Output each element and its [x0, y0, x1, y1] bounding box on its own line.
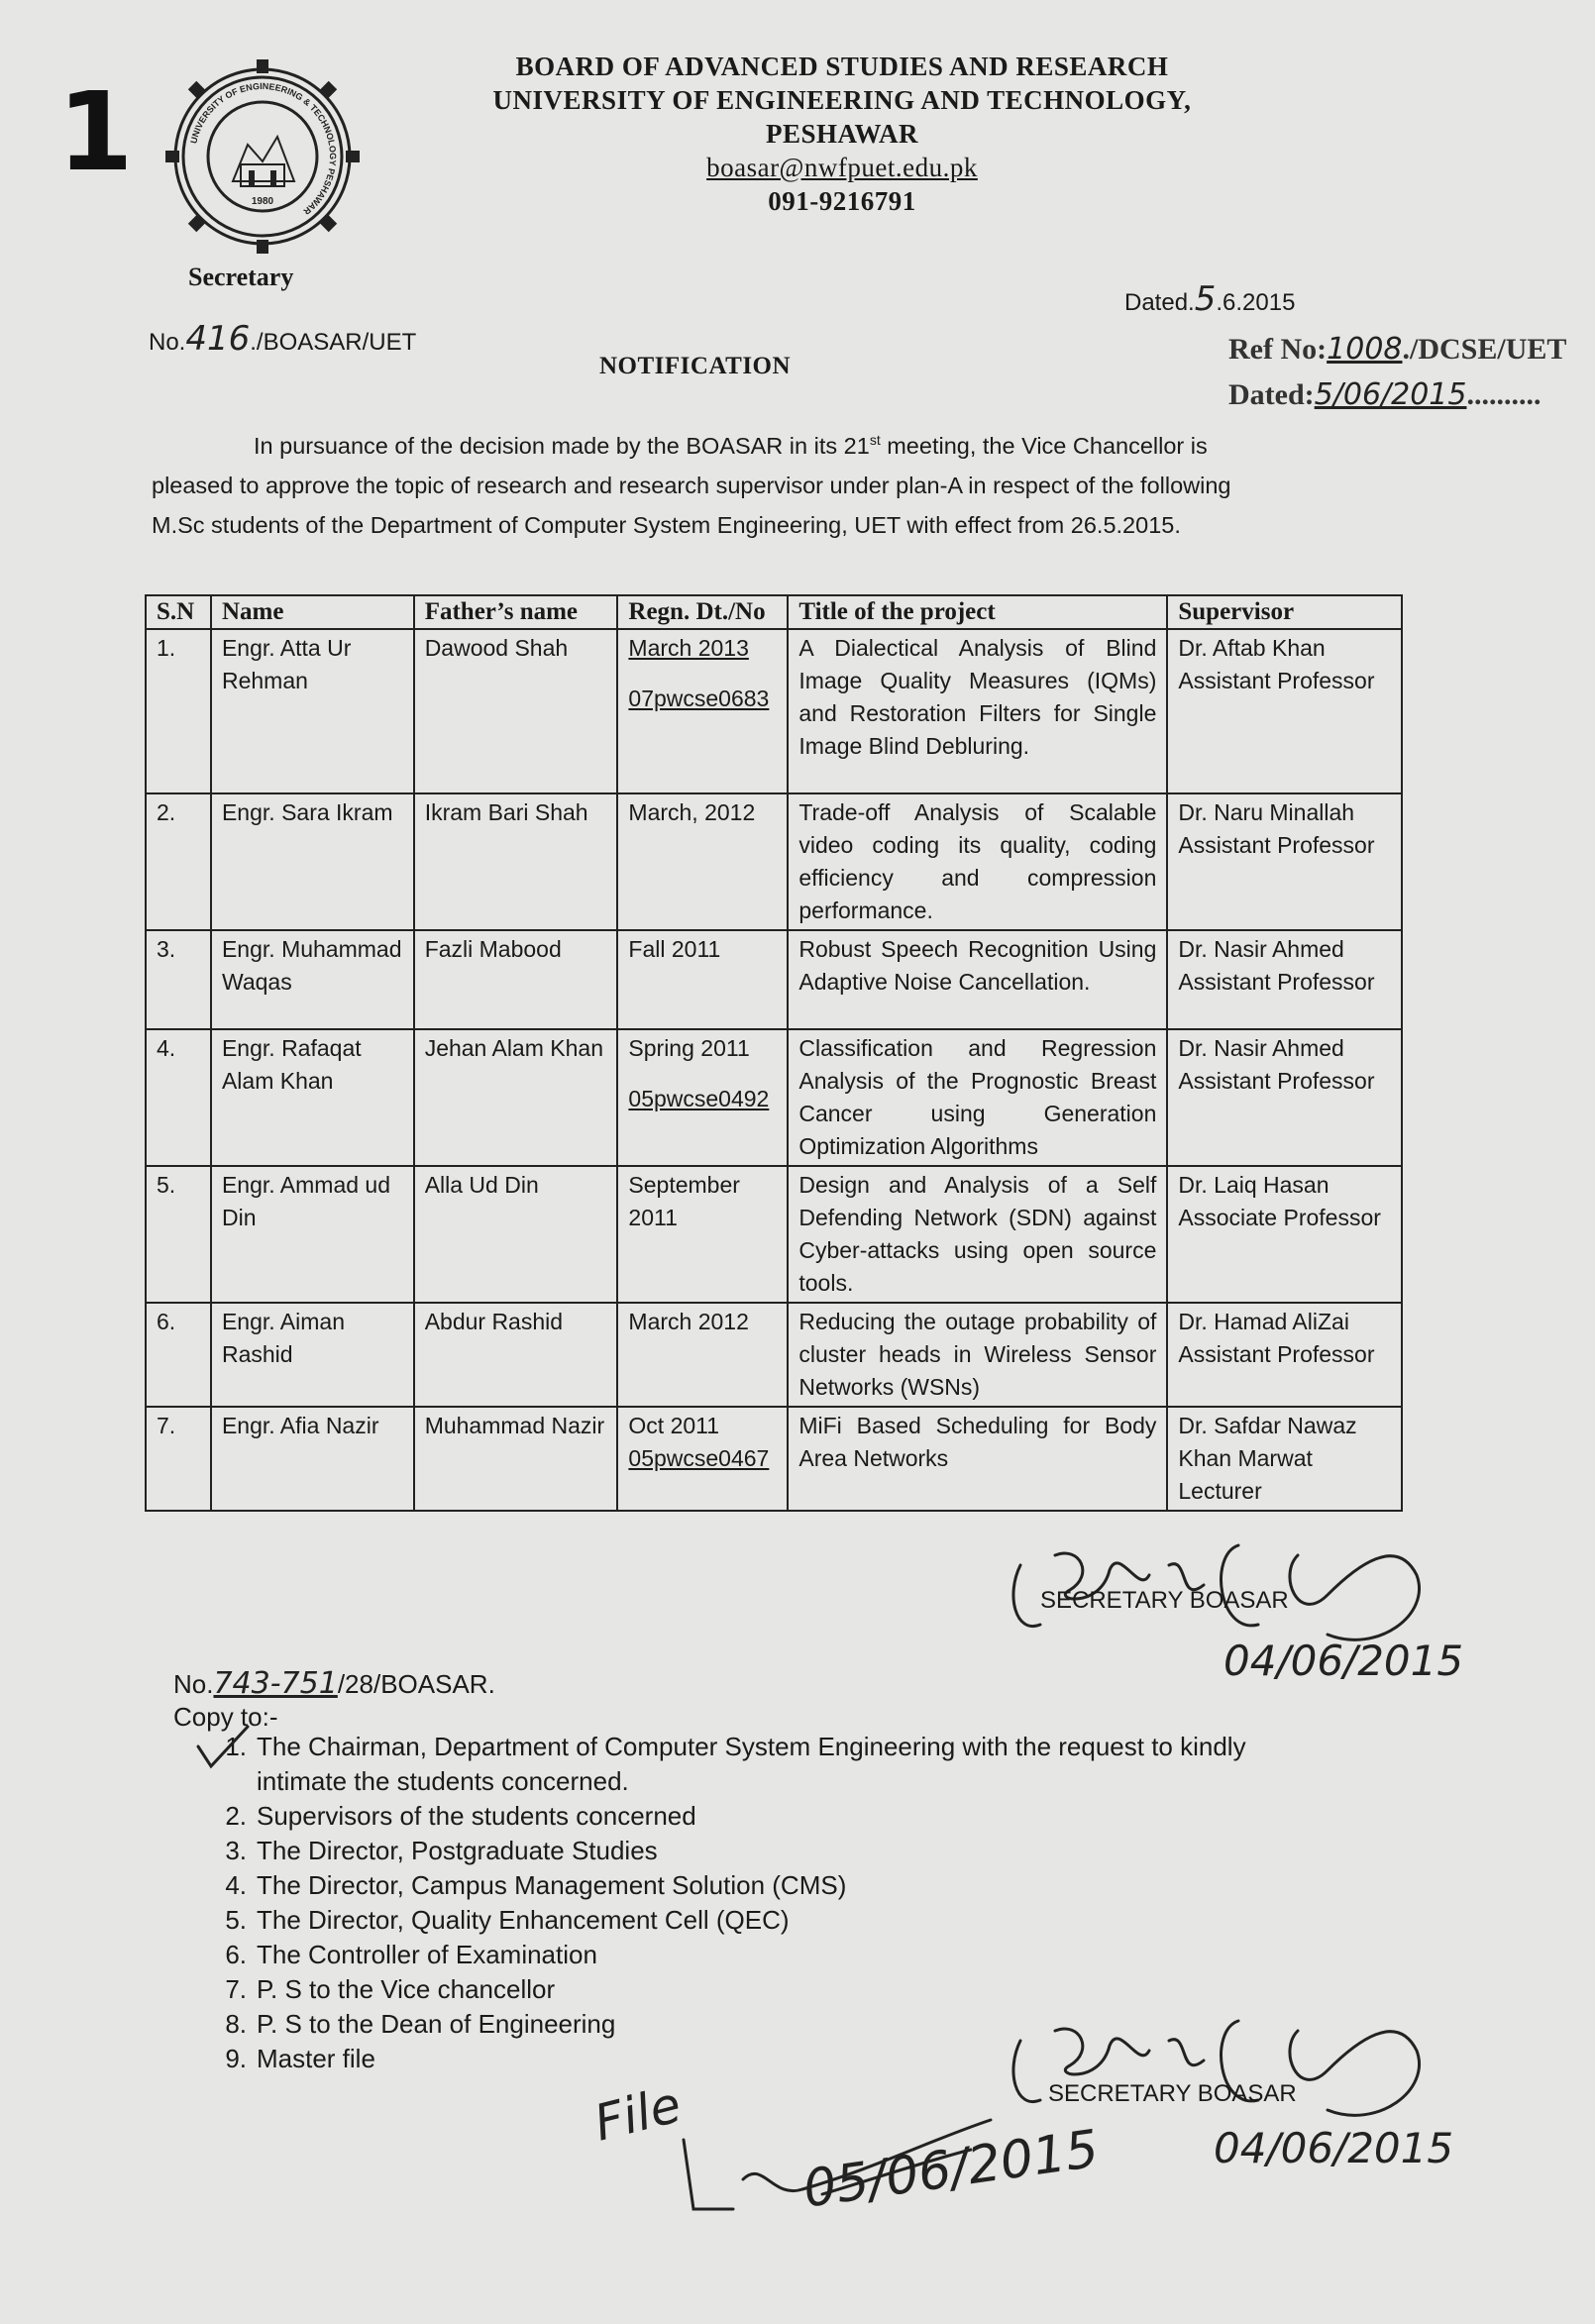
dated-prefix: Dated. [1124, 289, 1195, 316]
cell-regn [617, 930, 788, 1029]
list-item [203, 1903, 1342, 1938]
signature-1 [1001, 1516, 1476, 1704]
header-supervisor: Supervisor [1167, 595, 1402, 629]
cell-sn: 1. [146, 629, 211, 793]
regn-date: March, 2012 [628, 799, 756, 825]
signature-1-date: 04/06/2015 [1223, 1637, 1464, 1685]
supervisor-designation: Assistant Professor [1178, 1341, 1375, 1367]
ref-no-handwritten: 416 [185, 319, 251, 359]
cell-regn [617, 1029, 788, 1166]
ref-no-prefix: No. [149, 329, 186, 356]
copy-number [173, 1666, 495, 1701]
stamp-dated-handwritten: 5/06/2015 [1314, 377, 1467, 412]
table-row [146, 1303, 1402, 1407]
cell-father: Jehan Alam Khan [414, 1029, 618, 1166]
cell-name: Engr. Atta Ur Rehman [211, 629, 414, 793]
logo-ring-text: UNIVERSITY OF ENGINEERING & TECHNOLOGY PESHAWAR [188, 80, 339, 217]
cell-supervisor [1167, 793, 1402, 930]
item-number: 1. [225, 1732, 247, 1761]
cell-supervisor [1167, 1303, 1402, 1407]
item-text: Master file [257, 2044, 375, 2073]
item-number: 8. [225, 2009, 247, 2039]
stamp-dated-label: Dated: [1228, 378, 1315, 411]
item-number: 9. [225, 2044, 247, 2073]
cell-name: Engr. Aiman Rashid [211, 1303, 414, 1407]
item-text: The Director, Campus Management Solution (CMS) [257, 1870, 847, 1900]
item-text: The Director, Quality Enhancement Cell (QEC) [257, 1905, 790, 1935]
cell-regn [617, 793, 788, 930]
supervisor-designation: Assistant Professor [1178, 969, 1375, 995]
regn-date: September 2011 [628, 1172, 740, 1230]
item-number: 4. [225, 1870, 247, 1900]
cell-father: Muhammad Nazir [414, 1407, 618, 1511]
copy-no-prefix: No. [173, 1669, 214, 1699]
cell-title: MiFi Based Scheduling for Body Area Networks [788, 1407, 1167, 1511]
regn-date: Fall 2011 [628, 936, 721, 962]
dated-suffix: .6.2015 [1216, 289, 1296, 316]
cell-regn [617, 1303, 788, 1407]
header-sn: S.N [146, 595, 211, 629]
supervisor-designation: Assistant Professor [1178, 668, 1375, 693]
supervisor-name: Dr. Safdar Nawaz Khan Marwat [1178, 1413, 1357, 1471]
logo-year: 1980 [251, 196, 274, 207]
item-number: 3. [225, 1836, 247, 1865]
item-text: P. S to the Vice chancellor [257, 1974, 556, 2004]
signature-1-title: SECRETARY BOASAR [1040, 1587, 1289, 1614]
item-number: 6. [225, 1940, 247, 1969]
list-item [203, 1834, 1342, 1868]
copy-no-handwritten: 743-751 [213, 1666, 338, 1701]
item-text: The Chairman, Department of Computer System Engineering with the request to kindly [257, 1732, 1246, 1761]
supervisor-designation: Assistant Professor [1178, 832, 1375, 858]
copy-heading: Copy to:- [173, 1702, 278, 1732]
header-father: Father’s name [414, 595, 618, 629]
table-header-row [146, 595, 1402, 629]
supervisor-name: Dr. Naru Minallah [1178, 799, 1355, 825]
board-name: BOARD OF ADVANCED STUDIES AND RESEARCH [515, 52, 1169, 81]
regn-date: March 2013 [628, 635, 749, 661]
regn-number: 05pwcse0492 [628, 1086, 770, 1111]
cell-supervisor [1167, 629, 1402, 793]
cell-title: Robust Speech Recognition Using Adaptive Noise Cancellation. [788, 930, 1167, 1029]
notification-title: NOTIFICATION [599, 353, 792, 379]
item-text-continued: intimate the students concerned. [257, 1766, 629, 1796]
cell-supervisor [1167, 1166, 1402, 1303]
cell-name: Engr. Muhammad Waqas [211, 930, 414, 1029]
cell-sn: 5. [146, 1166, 211, 1303]
file-note-date: 05/06/2015 [799, 2119, 1103, 2220]
supervisor-name: Dr. Nasir Ahmed [1178, 936, 1344, 962]
cell-father: Fazli Mabood [414, 930, 618, 1029]
students-table [145, 594, 1403, 1512]
cell-father: Ikram Bari Shah [414, 793, 618, 930]
letterhead [456, 50, 1228, 218]
supervisor-name: Dr. Hamad AliZai [1178, 1309, 1349, 1334]
cell-title: Classification and Regression Analysis of the Prognostic Breast Cancer using Generation Optimization Algorithms [788, 1029, 1167, 1166]
body-line2: pleased to approve the topic of research and research supervisor under plan-A in respect of the following [152, 472, 1231, 498]
supervisor-designation: Associate Professor [1178, 1205, 1381, 1230]
list-item [203, 1799, 1342, 1834]
receipt-stamp [1228, 327, 1566, 418]
cell-sn: 7. [146, 1407, 211, 1511]
reference-number [149, 319, 416, 359]
cell-title: Design and Analysis of a Self Defending Network (SDN) against Cyber-attacks using open source tools. [788, 1166, 1167, 1303]
margin-mark: 1 [57, 68, 134, 195]
supervisor-designation: Assistant Professor [1178, 1068, 1375, 1094]
notification-body [152, 420, 1321, 545]
city-name: PESHAWAR [765, 119, 919, 149]
cell-name: Engr. Sara Ikram [211, 793, 414, 930]
file-note-word: File [588, 2075, 688, 2153]
stamp-ref-label: Ref No: [1228, 333, 1328, 366]
supervisor-name: Dr. Aftab Khan [1178, 635, 1326, 661]
cell-name: Engr. Afia Nazir [211, 1407, 414, 1511]
cell-name: Engr. Ammad ud Din [211, 1166, 414, 1303]
cell-title: Trade-off Analysis of Scalable video coding its quality, coding efficiency and compression performance. [788, 793, 1167, 930]
stamp-ref-suffix: ./DCSE/UET [1402, 333, 1567, 366]
university-logo [163, 57, 362, 256]
item-number: 5. [225, 1905, 247, 1935]
supervisor-name: Dr. Nasir Ahmed [1178, 1035, 1344, 1061]
table-row [146, 1407, 1402, 1511]
ref-no-suffix: ./BOASAR/UET [250, 329, 417, 356]
phone-number: 091-9216791 [768, 186, 916, 216]
signature-2-date: 04/06/2015 [1214, 2124, 1454, 2172]
item-text: Supervisors of the students concerned [257, 1801, 696, 1831]
cell-sn: 2. [146, 793, 211, 930]
copy-no-suffix: /28/BOASAR. [337, 1669, 495, 1699]
cell-supervisor [1167, 1029, 1402, 1166]
table-row [146, 930, 1402, 1029]
header-name: Name [211, 595, 414, 629]
body-line1-rest: meeting, the Vice Chancellor is [880, 432, 1208, 459]
cell-sn: 6. [146, 1303, 211, 1407]
dated-handwritten: 5 [1194, 279, 1217, 319]
cell-father: Dawood Shah [414, 629, 618, 793]
university-name: UNIVERSITY OF ENGINEERING AND TECHNOLOGY, [492, 85, 1192, 115]
item-text: The Director, Postgraduate Studies [257, 1836, 658, 1865]
cell-regn [617, 1407, 788, 1511]
body-line1: In pursuance of the decision made by the BOASAR in its 21 [254, 432, 870, 459]
cell-regn [617, 1166, 788, 1303]
cell-title: Reducing the outage probability of cluster heads in Wireless Sensor Networks (WSNs) [788, 1303, 1167, 1407]
table-row [146, 1029, 1402, 1166]
regn-number: 07pwcse0683 [628, 686, 770, 711]
cell-sn: 4. [146, 1029, 211, 1166]
regn-date: Oct 2011 [628, 1413, 720, 1438]
table-row [146, 1166, 1402, 1303]
cell-name: Engr. Rafaqat Alam Khan [211, 1029, 414, 1166]
table-row [146, 793, 1402, 930]
stamp-ref-handwritten: 1008 [1327, 332, 1403, 367]
item-number: 2. [225, 1801, 247, 1831]
cell-supervisor [1167, 1407, 1402, 1511]
signature-2-title: SECRETARY BOASAR [1048, 2080, 1297, 2107]
stamp-dated-dots: .......... [1466, 378, 1542, 411]
cell-father: Abdur Rashid [414, 1303, 618, 1407]
dated-line [1124, 279, 1295, 319]
cell-sn: 3. [146, 930, 211, 1029]
table-row [146, 629, 1402, 793]
check-mark-icon [193, 1722, 253, 1771]
header-title: Title of the project [788, 595, 1167, 629]
cell-regn [617, 629, 788, 793]
secretary-label: Secretary [188, 263, 294, 291]
list-item [203, 1730, 1342, 1799]
item-number: 7. [225, 1974, 247, 2004]
cell-supervisor [1167, 930, 1402, 1029]
regn-date: Spring 2011 [628, 1035, 750, 1061]
header-regn: Regn. Dt./No [617, 595, 788, 629]
item-text: The Controller of Examination [257, 1940, 597, 1969]
cell-title: A Dialectical Analysis of Blind Image Quality Measures (IQMs) and Restoration Filters for Single Image Blind Debluring. [788, 629, 1167, 793]
supervisor-designation: Lecturer [1178, 1478, 1262, 1504]
list-item [203, 1938, 1342, 1972]
cell-father: Alla Ud Din [414, 1166, 618, 1303]
body-line1-sup: st [869, 432, 881, 448]
regn-number: 05pwcse0467 [628, 1445, 770, 1471]
email-address: boasar@nwfpuet.edu.pk [706, 153, 978, 182]
regn-date: March 2012 [628, 1309, 749, 1334]
body-line3: M.Sc students of the Department of Computer System Engineering, UET with effect from 26.5.2015. [152, 511, 1181, 538]
list-item [203, 1868, 1342, 1903]
supervisor-name: Dr. Laiq Hasan [1178, 1172, 1329, 1198]
item-text: P. S to the Dean of Engineering [257, 2009, 616, 2039]
